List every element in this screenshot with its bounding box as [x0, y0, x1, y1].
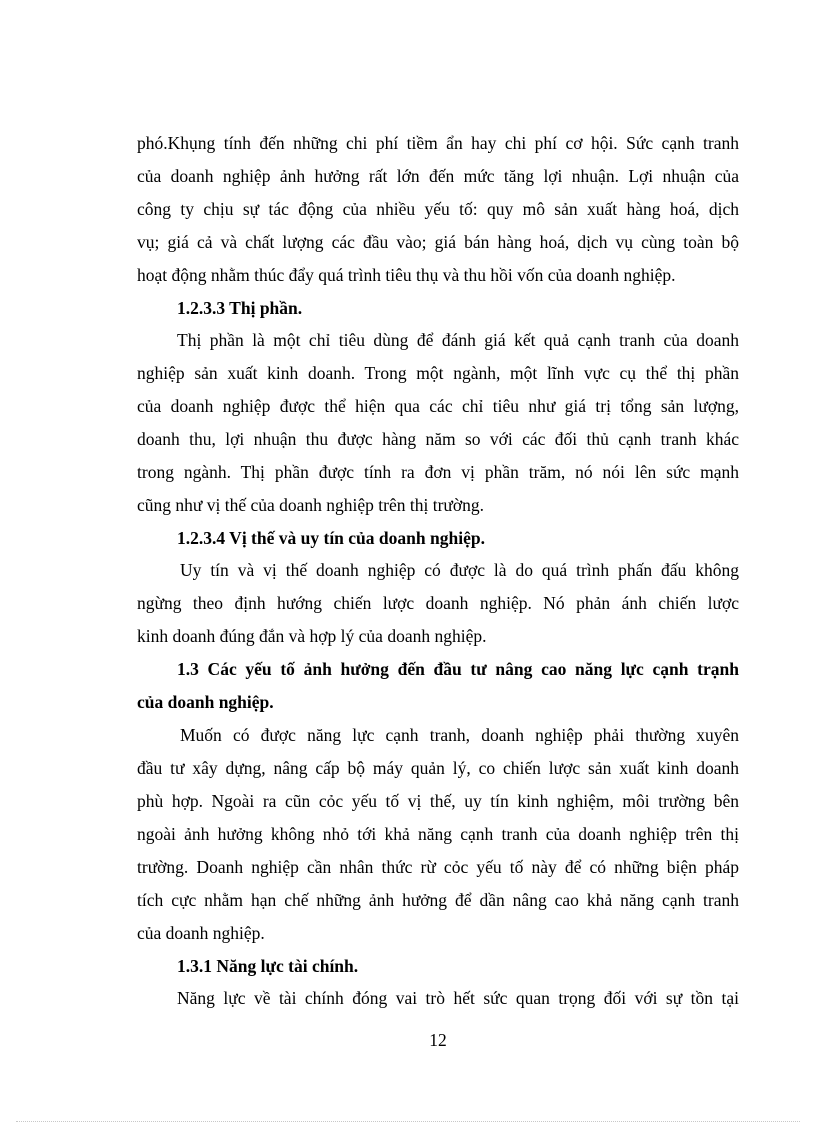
- body-text-line: Muốn có được năng lực cạnh tranh, doanh nghiệp phải thường xuyên: [180, 725, 739, 745]
- body-text-line: hoạt động nhằm thúc đẩy quá trình tiêu thụ và thu hồi vốn của doanh nghiệp.: [137, 265, 676, 285]
- body-text-line: doanh thu, lợi nhuận thu được hàng năm so với các đối thủ cạnh tranh khác: [137, 429, 739, 449]
- section-heading-1-2-3-3: 1.2.3.3 Thị phần.: [177, 298, 303, 318]
- body-text-line: cũng như vị thế của doanh nghiệp trên thị trường.: [137, 495, 485, 515]
- body-text-line: vụ; giá cả và chất lượng các đầu vào; giá bán hàng hoá, dịch vụ cùng toàn bộ: [137, 232, 739, 252]
- body-text-line: tích cực nhằm hạn chế những ảnh hưởng để dần nâng cao khả năng cạnh tranh: [137, 890, 739, 910]
- body-text-line: công ty chịu sự tác động của nhiều yếu tố: quy mô sản xuất hàng hoá, dịch: [137, 199, 739, 219]
- page-bottom-divider: [16, 1121, 800, 1122]
- body-text-line: phù hợp. Ngoài ra cũn cỏc yếu tố vị thế, uy tín kinh nghiệm, môi trường bên: [137, 791, 739, 811]
- body-text-line: của doanh nghiệp ảnh hưởng rất lớn đến mức tăng lợi nhuận. Lợi nhuận của: [137, 166, 739, 186]
- body-text-line: ngừng theo định hướng chiến lược doanh nghiệp. Nó phản ánh chiến lược: [137, 593, 739, 613]
- section-heading-1-3: 1.3 Các yếu tố ảnh hưởng đến đầu tư nâng cao năng lực cạnh trạnh: [177, 659, 739, 679]
- section-heading-1-3-1: 1.3.1 Năng lực tài chính.: [177, 956, 359, 976]
- body-text-line: của doanh nghiệp được thể hiện qua các chỉ tiêu như giá trị tổng sản lượng,: [137, 396, 739, 416]
- body-text-line: kinh doanh đúng đắn và hợp lý của doanh nghiệp.: [137, 626, 487, 646]
- body-text-line: trong ngành. Thị phần được tính ra đơn vị phần trăm, nó nói lên sức mạnh: [137, 462, 739, 482]
- body-text-line: ngoài ảnh hưởng không nhỏ tới khả năng cạnh tranh của doanh nghiệp trên thị: [137, 824, 739, 844]
- body-text-line: của doanh nghiệp.: [137, 923, 265, 943]
- section-heading-1-3-cont: của doanh nghiệp.: [137, 692, 274, 712]
- body-text-line: trường. Doanh nghiệp cần nhân thức rừ cỏc yếu tố này để có những biện pháp: [137, 857, 739, 877]
- body-text-line: Thị phần là một chỉ tiêu dùng để đánh giá kết quả cạnh tranh của doanh: [177, 330, 739, 350]
- body-text-line: phó.Khụng tính đến những chi phí tiềm ẩn hay chi phí cơ hội. Sức cạnh tranh: [137, 133, 739, 153]
- body-text-line: đầu tư xây dựng, nâng cấp bộ máy quản lý, co chiến lược sản xuất kinh doanh: [137, 758, 739, 778]
- body-text-line: Năng lực về tài chính đóng vai trò hết sức quan trọng đối với sự tồn tại: [177, 988, 739, 1008]
- body-text-line: nghiệp sản xuất kinh doanh. Trong một ngành, một lĩnh vực cụ thể thị phần: [137, 363, 739, 383]
- body-text-line: Uy tín và vị thế doanh nghiệp có được là do quá trình phấn đấu không: [180, 560, 739, 580]
- page-number: 12: [429, 1030, 447, 1050]
- section-heading-1-2-3-4: 1.2.3.4 Vị thế và uy tín của doanh nghiệp.: [177, 528, 485, 548]
